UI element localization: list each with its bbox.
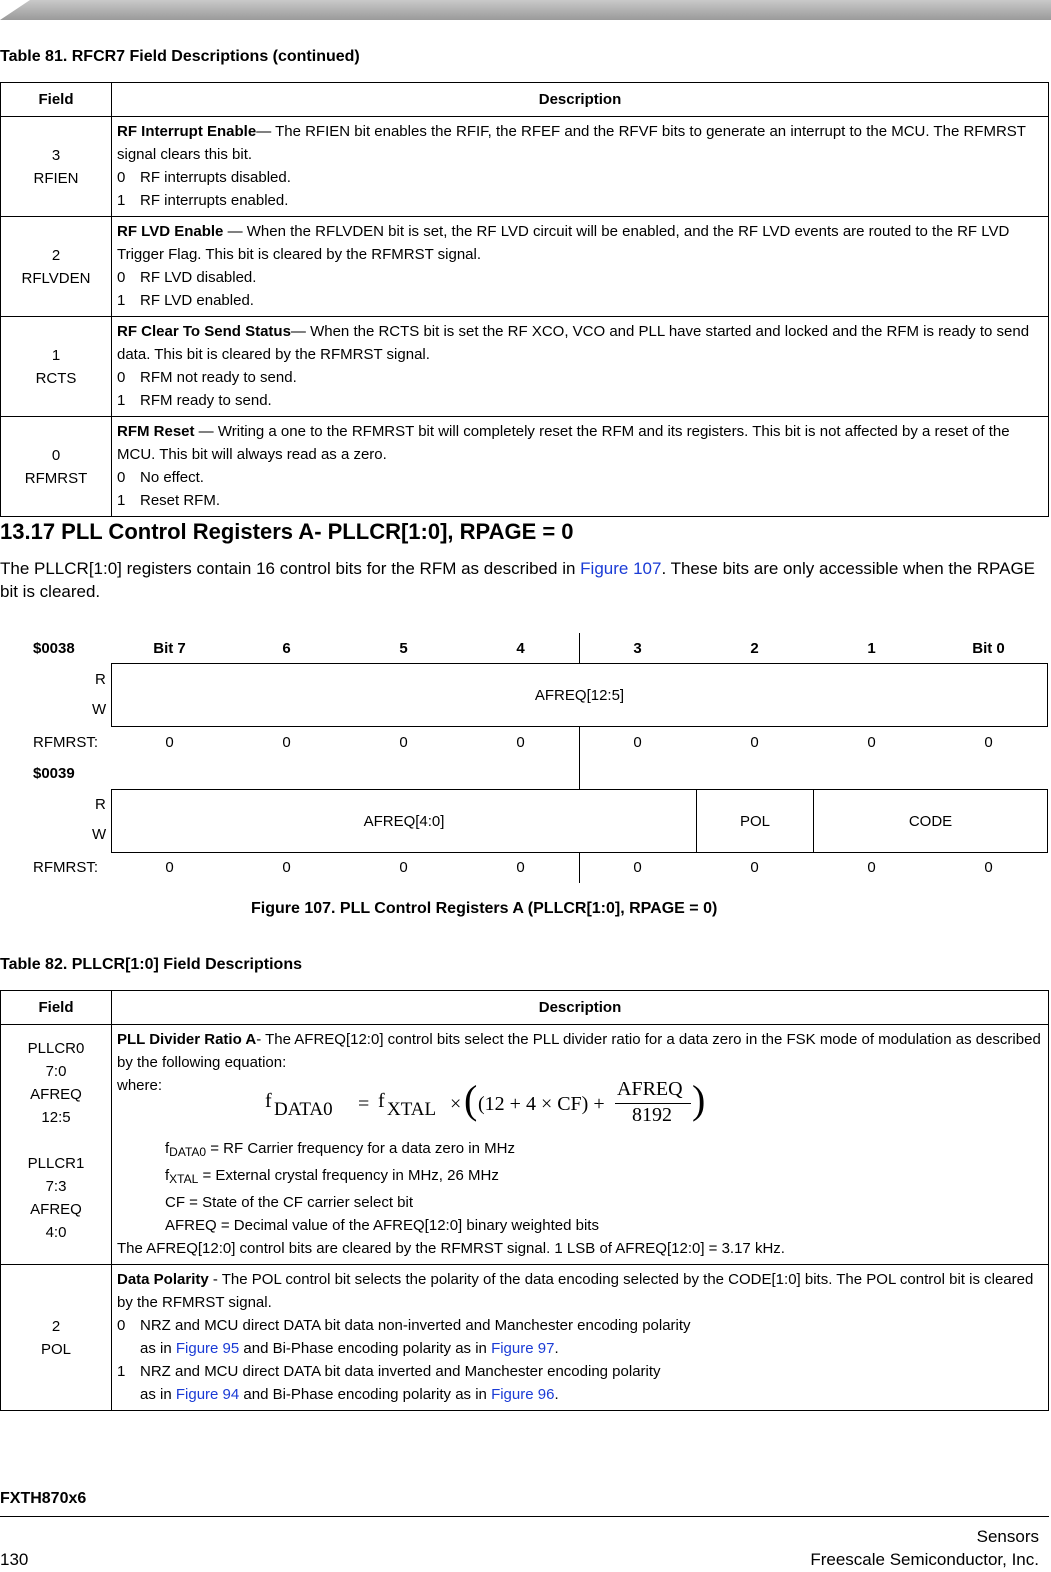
field-bits: 7:3 (45, 1178, 67, 1195)
eq-paren-open: ( (464, 1077, 478, 1122)
field-bit: 2 (51, 246, 61, 264)
option-1: RF interrupts enabled. (140, 192, 289, 209)
eq-sub-data0: DATA0 (274, 1099, 333, 1120)
reset-value: 0 (282, 734, 291, 751)
register-field-code: CODE (813, 789, 1048, 853)
figure-96-link[interactable]: Figure 96 (491, 1386, 555, 1403)
def-text: AFREQ = Decimal value of the AFREQ[12:0] binary weighted bits (165, 1217, 599, 1234)
eq-times: × (450, 1093, 462, 1115)
reset-value: 0 (984, 734, 993, 751)
bit-header: 6 (282, 640, 291, 657)
footer-product: FXTH870x6 (0, 1490, 87, 1507)
afreq-note: The AFREQ[12:0] control bits are cleared by the RFMRST signal. 1 LSB of AFREQ[12:0] = 3.17 kHz. (117, 1240, 785, 1257)
para-text: . These bits are only accessible when the RPAGE bit is cleared. (0, 559, 1036, 601)
register-address: $0039 (33, 765, 75, 782)
option-text: as in (140, 1386, 176, 1403)
field-name: AFREQ (30, 1086, 82, 1103)
reset-value: 0 (399, 859, 408, 876)
table81-col-desc: Description (112, 83, 1049, 117)
eq-f: f (378, 1090, 385, 1112)
figure-107-link[interactable]: Figure 107 (580, 559, 662, 578)
field-title: RFM Reset (117, 423, 195, 440)
table81 (0, 82, 1049, 517)
figure-94-link[interactable]: Figure 94 (175, 1386, 240, 1403)
option-0: No effect. (140, 469, 204, 486)
reset-value: 0 (633, 859, 642, 876)
eq-sub-xtal: XTAL (387, 1099, 437, 1120)
field-bit: 1 (51, 346, 61, 364)
field-name: POL (40, 1340, 71, 1358)
bit-header: 5 (399, 640, 408, 657)
page-number: 130 (0, 1550, 29, 1569)
field-bits: 7:0 (45, 1063, 67, 1080)
field-register: PLLCR1 (27, 1155, 85, 1172)
eq-inner: (12 + 4 × CF) + (478, 1093, 605, 1115)
table82-col-desc: Description (112, 991, 1049, 1025)
reset-label: RFMRST: (33, 734, 98, 751)
reset-value: 0 (633, 734, 642, 751)
table-row: 3 RFIEN RF Interrupt Enable— The RFIEN bit enables the RFIF, the RFEF and the RFVF bits to generate an interrupt to the MCU. The RFMRST signal clears this bit. 0 RF interrupts disabled. 1 RF interrupts enabled. (1, 117, 1049, 217)
where-label: where: (117, 1077, 163, 1094)
field-bit: 2 (51, 1317, 61, 1335)
table-row: 2 RFLVDEN RF LVD Enable — When the RFLVDEN bit is set, the RF LVD circuit will be enabled, and the RF LVD events are routed to the RF LVD Trigger Flag. This bit is cleared by the RFMRST signal. 0 RF LVD disabled. 1 RF LVD enabled. (1, 217, 1049, 317)
footer-sensors: Sensors (976, 1527, 1039, 1546)
register-field-pol: POL (696, 789, 814, 853)
field-name: RCTS (35, 369, 77, 387)
reset-value: 0 (165, 859, 174, 876)
option-text: . (554, 1340, 559, 1357)
section-paragraph (0, 557, 1045, 603)
reset-value: 0 (750, 859, 759, 876)
section-heading: 13.17 PLL Control Registers A- PLLCR[1:0], RPAGE = 0 (0, 519, 574, 544)
field-text: — When the RCTS bit is set the RF XCO, VCO and PLL have started and locked and the RFM is ready to send data. This bit is cleared by the RFMRST signal. (117, 323, 1030, 363)
field-bits: 4:0 (45, 1224, 67, 1241)
option-0: RFM not ready to send. (140, 369, 297, 386)
table-row: 0 RFMRST RFM Reset — Writing a one to the RFMRST bit will completely reset the RFM and its registers. This bit is not affected by a reset of the MCU. This bit will always read as a zero. 0 No effect. 1 Reset RFM. (1, 417, 1049, 517)
table81-col-field: Field (1, 83, 112, 117)
figure-caption: Figure 107. PLL Control Registers A (PLLCR[1:0], RPAGE = 0) (251, 900, 718, 917)
read-label: R (95, 671, 106, 688)
bit-header: 1 (867, 640, 876, 657)
reset-value: 0 (282, 859, 291, 876)
def-text: = RF Carrier frequency for a data zero in MHz (206, 1140, 515, 1157)
bit-header: Bit 0 (972, 640, 1005, 657)
bit-header: 2 (750, 640, 759, 657)
table-row (1, 1025, 1049, 1265)
table81-caption: Table 81. RFCR7 Field Descriptions (continued) (0, 48, 360, 65)
eq-f: f (265, 1090, 272, 1112)
reset-label: RFMRST: (33, 859, 98, 876)
reset-value: 0 (984, 859, 993, 876)
reset-value: 0 (516, 734, 525, 751)
def-text: = External crystal frequency in MHz, 26 MHz (198, 1167, 499, 1184)
bit-header: 3 (633, 640, 642, 657)
field-text: — Writing a one to the RFMRST bit will completely reset the RFM and its registers. This bit is not affected by a reset of the MCU. This bit will always read as a zero. (117, 423, 1010, 463)
reset-value: 0 (165, 734, 174, 751)
table82-col-field: Field (1, 991, 112, 1025)
reset-value: 0 (399, 734, 408, 751)
bit-header: Bit 7 (153, 640, 186, 657)
register-field-afreq-12-5: AFREQ[12:5] (111, 663, 1048, 727)
footer-company: Freescale Semiconductor, Inc. (810, 1550, 1039, 1569)
field-name: RFLVDEN (21, 269, 91, 287)
figure-97-link[interactable]: Figure 97 (491, 1340, 555, 1357)
field-title: Data Polarity (117, 1271, 209, 1288)
field-name: RFMRST (24, 469, 88, 487)
field-name: RFIEN (33, 169, 79, 187)
bit-header: 4 (516, 640, 525, 657)
option-text: . (554, 1386, 559, 1403)
para-text: The PLLCR[1:0] registers contain 16 control bits for the RFM as described in (0, 559, 581, 578)
field-title: PLL Divider Ratio A (117, 1031, 257, 1048)
reset-value: 0 (750, 734, 759, 751)
option-0: NRZ and MCU direct DATA bit data non-inverted and Manchester encoding polarity (140, 1317, 691, 1334)
option-1: Reset RFM. (140, 492, 221, 509)
field-title: RF Clear To Send Status (117, 323, 291, 340)
eq-denominator: 8192 (632, 1104, 672, 1126)
def-symbol: f (165, 1167, 170, 1184)
table-row: 1 RCTS RF Clear To Send Status— When the RCTS bit is set the RF XCO, VCO and PLL have started and locked and the RFM is ready to send data. This bit is cleared by the RFMRST signal. 0 RFM not ready to send. 1 RFM ready to send. (1, 317, 1049, 417)
register-address: $0038 (33, 640, 75, 657)
table82-caption: Table 82. PLLCR[1:0] Field Descriptions (0, 956, 302, 973)
read-label: R (95, 796, 106, 813)
register-field-afreq-4-0: AFREQ[4:0] (111, 789, 697, 853)
write-label: W (92, 701, 107, 718)
field-bit: 3 (51, 146, 61, 164)
def-subscript: DATA0 (169, 1145, 207, 1159)
reset-value: 0 (867, 734, 876, 751)
eq-paren-close: ) (692, 1077, 706, 1122)
field-title: RF Interrupt Enable (117, 123, 257, 140)
footer-rule (0, 1516, 1049, 1517)
table82 (0, 990, 1049, 1411)
field-name: AFREQ (30, 1201, 82, 1218)
field-text: - The POL control bit selects the polarity of the data encoding selected by the CODE[1:0] bits. The POL control bit is cleared by the RFMRST signal. (117, 1271, 1034, 1311)
option-0: RF interrupts disabled. (140, 169, 291, 186)
reset-value: 0 (867, 859, 876, 876)
field-bits: 12:5 (41, 1109, 71, 1126)
option-text: and Bi-Phase encoding polarity as in (239, 1340, 492, 1357)
option-text: as in (140, 1340, 176, 1357)
field-text: — The RFIEN bit enables the RFIF, the RFEF and the RFVF bits to generate an interrupt to the MCU. The RFMRST signal clears this bit. (117, 123, 1026, 163)
def-text: CF = State of the CF carrier select bit (165, 1194, 414, 1211)
figure-95-link[interactable]: Figure 95 (175, 1340, 240, 1357)
field-register: PLLCR0 (27, 1040, 85, 1057)
definition-list (117, 1137, 1042, 1237)
option-1: RF LVD enabled. (140, 292, 254, 309)
option-0: RF LVD disabled. (140, 269, 257, 286)
field-spacer (2, 1129, 110, 1152)
def-subscript: XTAL (169, 1172, 199, 1186)
field-title: RF LVD Enable (117, 223, 224, 240)
def-symbol: f (165, 1140, 170, 1157)
option-1: RFM ready to send. (140, 392, 272, 409)
option-text: and Bi-Phase encoding polarity as in (239, 1386, 492, 1403)
header-bar (0, 0, 1051, 20)
option-1: NRZ and MCU direct DATA bit data inverted and Manchester encoding polarity (140, 1363, 661, 1380)
divider (579, 633, 580, 663)
eq-numerator: AFREQ (617, 1078, 683, 1100)
table-row: 2 POL Data Polarity - The POL control bit selects the polarity of the data encoding selected by the CODE[1:0] bits. The POL control bit is cleared by the RFMRST signal. 0 NRZ and MCU direct DATA bit data non-inverted and Manchester encoding polarity as in Figure 95 and Bi-Phase encoding polarity as in Figure 97. 1 NRZ and MCU direct DATA bit data inverted and Manchester encoding polarity as in Figure 94 and Bi-Phase encoding polarity as in Figure 96. (1, 1265, 1049, 1411)
reset-value: 0 (516, 859, 525, 876)
eq-equals: = (358, 1093, 370, 1115)
field-text: - The AFREQ[12:0] control bits select the PLL divider ratio for a data zero in the FSK mode of modulation as described by the following equation: (117, 1031, 1041, 1071)
write-label: W (92, 826, 107, 843)
field-bit: 0 (51, 446, 61, 464)
field-text: — When the RFLVDEN bit is set, the RF LVD circuit will be enabled, and the RF LVD events are routed to the RF LVD Trigger Flag. This bit is cleared by the RFMRST signal. (117, 223, 1010, 263)
